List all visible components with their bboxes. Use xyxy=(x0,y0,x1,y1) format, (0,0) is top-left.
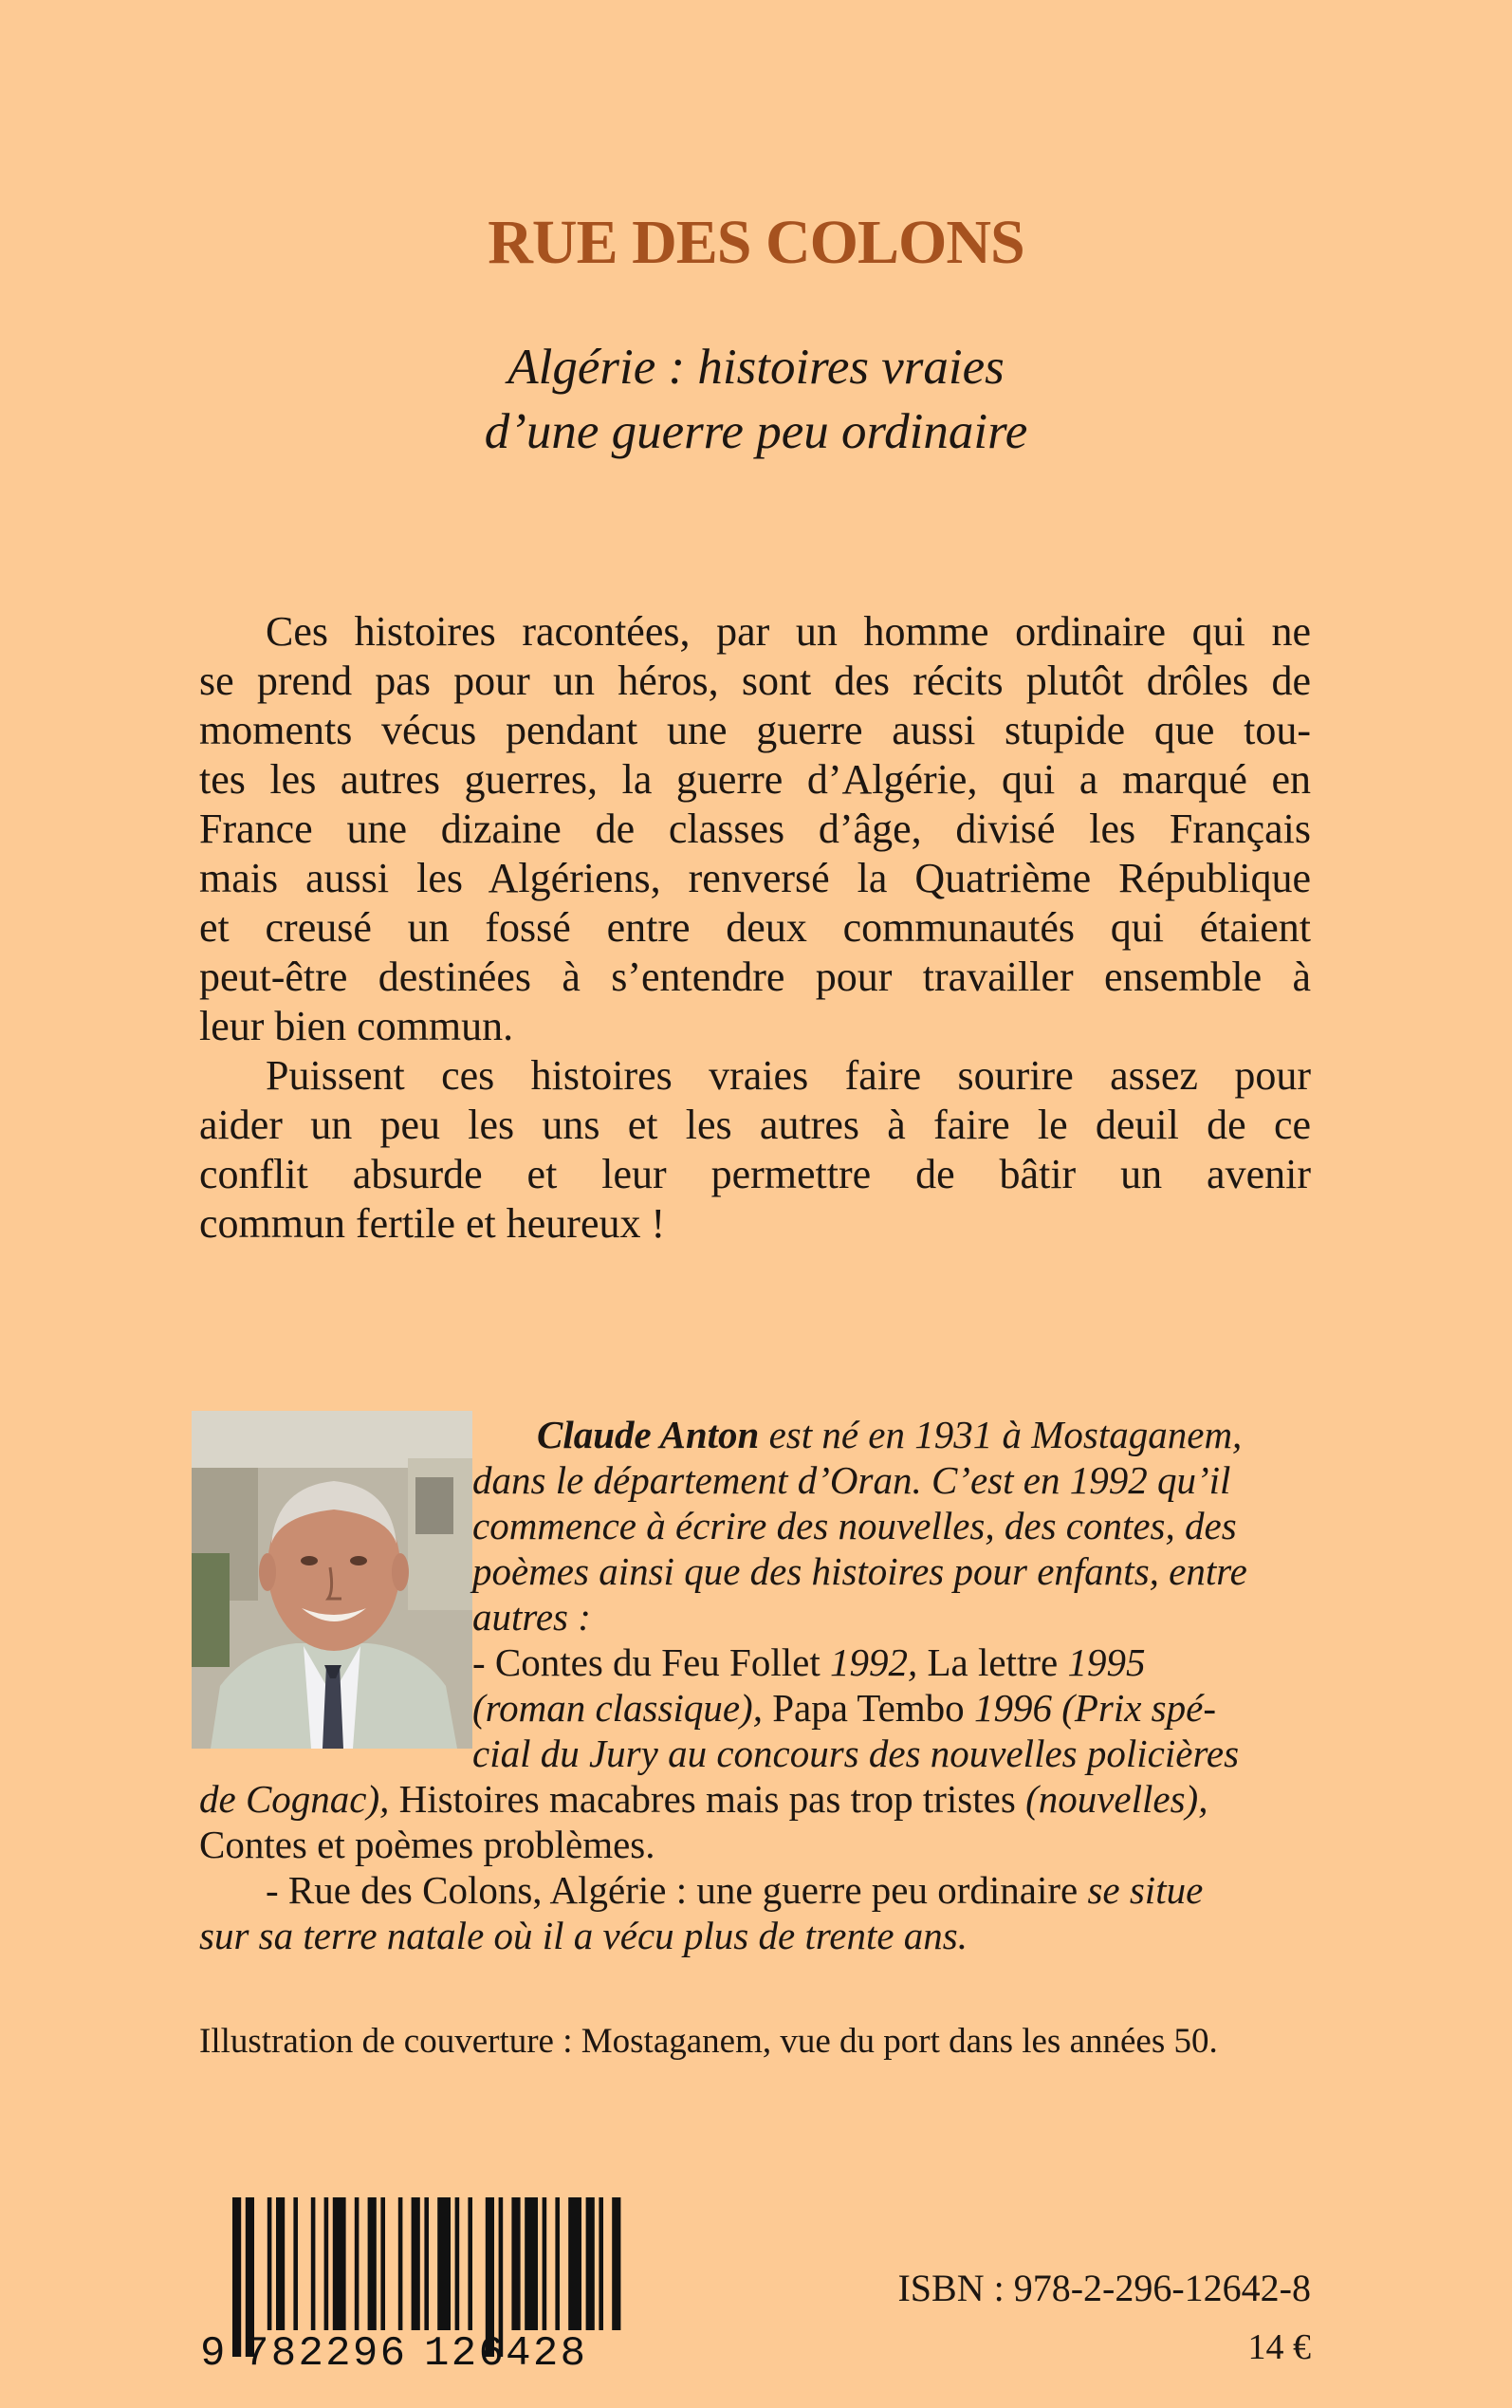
barcode-bar xyxy=(543,2197,547,2330)
barcode-first-digit: 9 xyxy=(200,2330,226,2374)
bio-line-8: cial du Jury au concours des nouvelles policières xyxy=(472,1732,1240,1775)
barcode-bar xyxy=(599,2197,603,2330)
subtitle-line-2: d’une guerre peu ordinaire xyxy=(484,404,1028,459)
barcode-bar xyxy=(525,2197,538,2330)
barcode-bar xyxy=(555,2197,560,2330)
blurb-line: commun fertile et heureux ! xyxy=(199,1200,666,1247)
illustration-credit: Illustration de couverture : Mostaganem, vue du port dans les années 50. xyxy=(199,2022,1218,2061)
bio-line-1: Claude Anton est né en 1931 à Mostaganem, xyxy=(537,1413,1243,1456)
barcode-bar xyxy=(568,2197,581,2330)
barcode-bar xyxy=(267,2197,272,2330)
barcode-bar xyxy=(355,2197,360,2330)
barcode-bar xyxy=(455,2197,460,2330)
barcode-bar xyxy=(368,2197,377,2330)
barcode-bar xyxy=(324,2197,329,2330)
subtitle-line-1: Algérie : histoires vraies xyxy=(507,340,1005,395)
bio-line-5: autres : xyxy=(472,1595,591,1639)
isbn: ISBN : 978-2-296-12642-8 xyxy=(897,2267,1311,2309)
blurb-line: leur bien commun. xyxy=(199,1003,514,1049)
barcode-bar xyxy=(412,2197,420,2330)
bio-line-6: - Contes du Feu Follet 1992, La lettre 1995 xyxy=(472,1640,1146,1684)
barcode-bar xyxy=(232,2197,241,2357)
blurb-line: conflit absurde et leur permettre de bâtir un avenir xyxy=(199,1151,1311,1197)
blurb-line: moments vécus pendant une guerre aussi stupide que tou- xyxy=(199,707,1311,753)
barcode-bar xyxy=(586,2197,595,2330)
author-photo xyxy=(192,1411,472,1749)
blurb-line: Puissent ces histoires vraies faire sourire assez pour xyxy=(266,1052,1311,1099)
bio-line-11: - Rue des Colons, Algérie : une guerre peu ordinaire se situe xyxy=(266,1868,1204,1912)
price: 14 € xyxy=(1247,2327,1311,2367)
barcode-bar xyxy=(511,2197,520,2330)
barcode-group-1: 782296 xyxy=(244,2330,405,2374)
blurb-line: aider un peu les uns et les autres à faire le deuil de ce xyxy=(199,1102,1311,1148)
barcode-bar xyxy=(276,2197,285,2330)
book-title: RUE DES COLONS xyxy=(488,208,1024,277)
barcode-bar xyxy=(612,2197,620,2330)
barcode-group-2: 126428 xyxy=(424,2330,585,2374)
blurb-line: peut-être destinées à s’entendre pour travailler ensemble à xyxy=(199,954,1311,1000)
blurb-line: et creusé un fossé entre deux communautés qui étaient xyxy=(199,904,1311,951)
barcode-bar xyxy=(424,2197,429,2330)
blurb-line: France une dizaine de classes d’âge, divisé les Français xyxy=(199,806,1311,852)
barcode xyxy=(194,2194,621,2374)
barcode-bar xyxy=(311,2197,316,2330)
bio-line-7: (roman classique), Papa Tembo 1996 (Prix spé- xyxy=(472,1686,1216,1730)
bio-line-9: de Cognac), Histoires macabres mais pas trop tristes (nouvelles), xyxy=(199,1777,1208,1821)
barcode-bar xyxy=(468,2197,472,2330)
blurb-line: mais aussi les Algériens, renversé la Quatrième République xyxy=(199,855,1311,901)
bio-line-2: dans le département d’Oran. C’est en 1992 qu’il xyxy=(472,1458,1231,1502)
bio-line-10: Contes et poèmes problèmes. xyxy=(199,1823,655,1866)
blurb-line: Ces histoires racontées, par un homme ordinaire qui ne xyxy=(266,608,1311,655)
author-name: Claude Anton xyxy=(537,1413,760,1456)
bio-line-12: sur sa terre natale où il a vécu plus de trente ans. xyxy=(199,1914,968,1957)
barcode-bar xyxy=(437,2197,451,2330)
bio-line-4: poèmes ainsi que des histoires pour enfants, entre xyxy=(472,1549,1247,1593)
blurb-line: tes les autres guerres, la guerre d’Algérie, qui a marqué en xyxy=(199,756,1311,803)
blurb-line: se prend pas pour un héros, sont des récits plutôt drôles de xyxy=(199,658,1311,704)
barcode-bar xyxy=(398,2197,403,2330)
bio-line-3: commence à écrire des nouvelles, des contes, des xyxy=(472,1504,1237,1547)
barcode-bar xyxy=(380,2197,385,2330)
barcode-bar xyxy=(293,2197,298,2330)
barcode-bar xyxy=(333,2197,346,2330)
